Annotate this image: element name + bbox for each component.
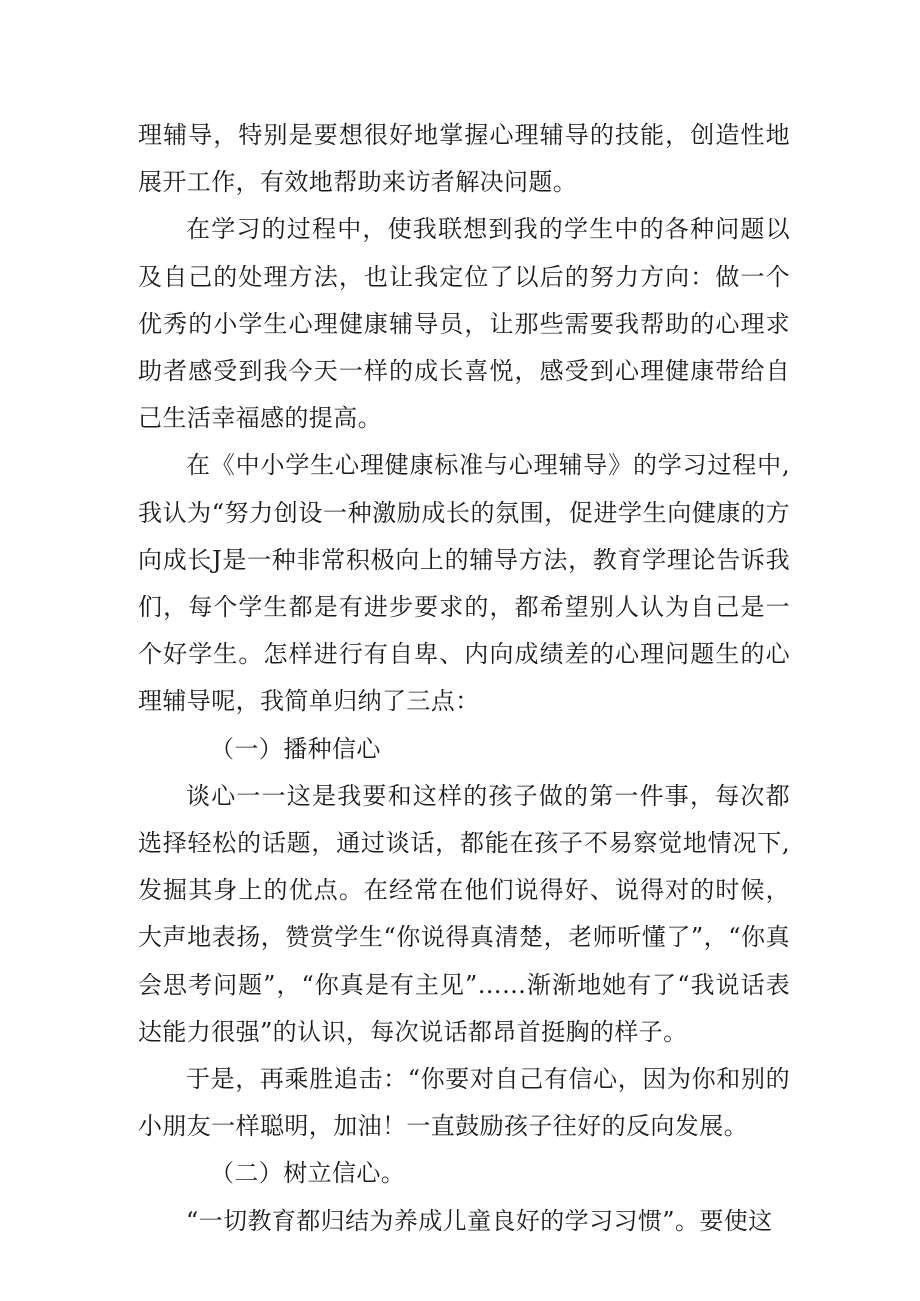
body-text: [138, 112, 790, 1245]
paragraph-guidance-method: 在《中小学生心理健康标准与心理辅导》的学习过程中,我认为“努力创设一种激励成长的氛围，促进学生向健康的方向成长J是一种非常积极向上的辅导方法，教育学理论告诉我们，每个学生都是有进步要求的，都希望别人认为自己是一个好学生。怎样进行有自卑、内向成绩差的心理问题生的心理辅导呢，我简单归纳了三点：: [138, 451, 790, 716]
paragraph-continuation: 理辅导，特别是要想很好地掌握心理辅导的技能，创造性地展开工作，有效地帮助来访者解决问题。: [138, 121, 790, 197]
section-heading-1: （一）播种信心: [210, 734, 381, 763]
paragraph-habits: “一切教育都归结为养成儿童良好的学习习惯”。要使这: [186, 1206, 773, 1235]
section-heading-2: （二）树立信心。: [210, 1159, 406, 1188]
paragraph-encouragement: 于是，再乘胜追击：“你要对自己有信心，因为你和别的小朋友一样聪明，加油！一直鼓励孩子往好的反向发展。: [138, 1065, 790, 1141]
paragraph-learning-reflection: 在学习的过程中，使我联想到我的学生中的各种问题以及自己的处理方法，也让我定位了以后的努力方向：做一个优秀的小学生心理健康辅导员，让那些需要我帮助的心理求助者感受到我今天一样的成长喜悦，感受到心理健康带给自己生活幸福感的提高。: [138, 215, 790, 433]
paragraph-heart-talk: 谈心一一这是我要和这样的孩子做的第一件事，每次都选择轻松的话题，通过谈话，都能在孩子不易察觉地情况下,发掘其身上的优点。在经常在他们说得好、说得对的时候，大声地表扬，赞赏学生“你说得真清楚，老师听懂了”，“你真会思考问题”，“你真是有主见”……渐渐地她有了“我说话表达能力很强”的认识，每次说话都昂首挺胸的样子。: [138, 781, 790, 1046]
